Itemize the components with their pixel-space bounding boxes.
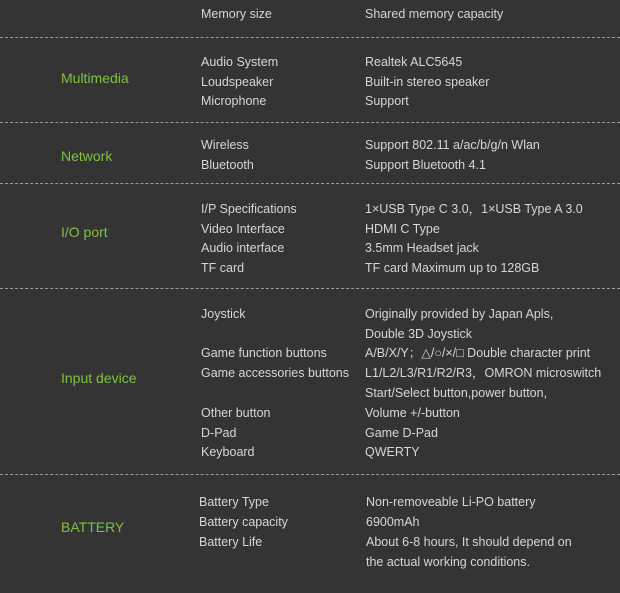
spec-label: Other button [201, 406, 271, 420]
spec-value: Support 802.11 a/ac/b/g/n Wlan [365, 138, 540, 152]
spec-value: Volume +/-button [365, 406, 460, 420]
spec-label: Audio System [201, 55, 279, 69]
spec-value: HDMI C Type [365, 222, 440, 236]
spec-value: Non-removeable Li-PO battery [366, 495, 536, 509]
spec-section-input-device [0, 289, 620, 474]
spec-label: Audio interface [201, 241, 285, 255]
spec-value: Support [365, 94, 409, 108]
spec-value: L1/L2/L3/R1/R2/R3，OMRON microswitch [365, 366, 602, 380]
spec-value-continued: the actual working conditions. [366, 555, 530, 569]
category-title: Network [61, 148, 113, 164]
spec-value: About 6-8 hours, It should depend on [366, 535, 572, 549]
spec-section-io-port [0, 184, 620, 288]
spec-label: Video Interface [201, 222, 285, 236]
spec-value-continued: Double 3D Joystick [365, 327, 472, 341]
spec-label: Joystick [201, 307, 246, 321]
spec-value: A/B/X/Y；△/○/×/□ Double character print [365, 346, 591, 360]
spec-label: I/P Specifications [201, 202, 297, 216]
spec-value: Support Bluetooth 4.1 [365, 158, 486, 172]
spec-label: Battery capacity [199, 515, 288, 529]
spec-label: Loudspeaker [201, 75, 274, 89]
spec-value: Originally provided by Japan Apls, [365, 307, 554, 321]
spec-value: Shared memory capacity [365, 7, 504, 21]
spec-label: Game accessories buttons [201, 366, 349, 380]
spec-label: Memory size [201, 7, 272, 21]
category-title: BATTERY [61, 519, 125, 535]
spec-value: 6900mAh [366, 515, 420, 529]
spec-label: Battery Life [199, 535, 263, 549]
spec-label: Microphone [201, 94, 267, 108]
spec-section-battery [0, 475, 620, 593]
spec-label: Bluetooth [201, 158, 254, 172]
spec-value-continued: Start/Select button,power button, [365, 386, 548, 400]
category-title: I/O port [61, 224, 108, 240]
spec-value: Built-in stereo speaker [365, 75, 490, 89]
spec-value: 3.5mm Headset jack [365, 241, 479, 255]
spec-section-network [0, 123, 620, 183]
spec-label: Wireless [201, 138, 249, 152]
spec-label: Keyboard [201, 445, 255, 459]
spec-value: TF card Maximum up to 128GB [365, 261, 540, 275]
spec-label: Game function buttons [201, 346, 327, 360]
spec-value: QWERTY [365, 445, 420, 459]
category-title: Multimedia [61, 70, 129, 86]
spec-section-multimedia [0, 38, 620, 122]
category-title: Input device [61, 370, 137, 386]
spec-value: Game D-Pad [365, 426, 438, 440]
spec-value: Realtek ALC5645 [365, 55, 463, 69]
spec-section-memory [0, 0, 620, 37]
spec-label: D-Pad [201, 426, 237, 440]
spec-value: 1×USB Type C 3.0，1×USB Type A 3.0 [365, 202, 583, 216]
spec-label: TF card [201, 261, 245, 275]
spec-label: Battery Type [199, 495, 269, 509]
